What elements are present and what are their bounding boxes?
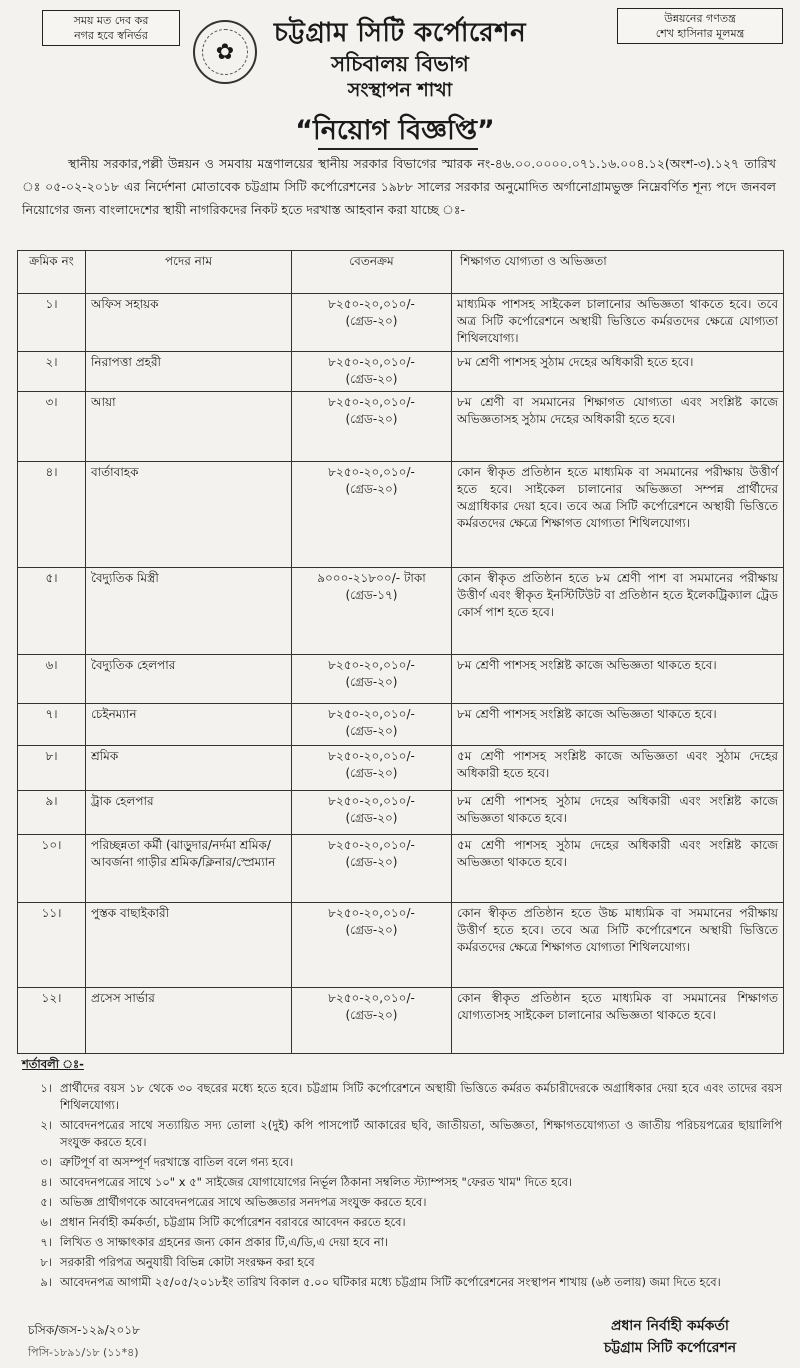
row-post-name: প্রসেস সার্ভার xyxy=(86,987,292,1053)
condition-text: প্রধান নির্বাহী কর্মকর্তা, চট্টগ্রাম সিটি কর্পোরেশন বরাবরে আবেদন করতে হবে। xyxy=(60,1215,406,1229)
condition-item xyxy=(22,1274,782,1291)
condition-number: ৮। xyxy=(40,1255,52,1269)
table-header-row xyxy=(18,251,784,294)
condition-item xyxy=(22,1194,782,1211)
row-pay-scale xyxy=(292,462,452,568)
conditions-section xyxy=(22,1056,782,1294)
table-row xyxy=(18,351,784,391)
department-name: সচিবালয় বিভাগ xyxy=(331,52,469,76)
row-pay-scale xyxy=(292,987,452,1053)
condition-item xyxy=(22,1234,782,1251)
condition-item xyxy=(22,1214,782,1231)
conditions-heading: শর্তাবলী ঃ- xyxy=(22,1057,84,1071)
row-post-name: পুস্তক বাছাইকারী xyxy=(86,903,292,988)
row-serial: ২। xyxy=(18,351,86,391)
pay-grade: (গ্রেড-২০) xyxy=(345,411,398,426)
pay-range: ৯০০০-২১৮০০/- টাকা xyxy=(317,571,426,586)
row-qualification: মাধ্যমিক পাশসহ সাইকেল চালানোর অভিজ্ঞতা থাকতে হবে। তবে অত্র সিটি কর্পোরেশনে অস্থায়ী ভিত্তিতে কর্মরতদের ক্ষেত্রে যোগ্যতা শিথিলযোগ্য। xyxy=(452,294,784,352)
row-qualification: ৮ম শ্রেণী বা সমমানের শিক্ষাগত যোগ্যতা এবং সংশ্লিষ্ট কাজে অভিজ্ঞতাসহ সুঠাম দেহের অধিকারী হতে হবে। xyxy=(452,391,784,461)
row-post-name: বার্তাবাহক xyxy=(86,462,292,568)
condition-text: আবেদনপত্র আগামী ২৫/০৫/২০১৮ইং তারিখ বিকাল ৫.০০ ঘটিকার মধ্যে চট্টগ্রাম সিটি কর্পোরেশনের সংস্থাপন শাখায় (৬ষ্ঠ তলায়) জমা দিতে হবে। xyxy=(60,1275,721,1289)
row-serial: ৪। xyxy=(18,462,86,568)
row-qualification: ৫ম শ্রেণী পাশসহ সুঠাম দেহের অধিকারী এবং সংশ্লিষ্ট কাজে অভিজ্ঞতা থাকতে হবে। xyxy=(452,835,784,903)
table-row xyxy=(18,903,784,988)
row-pay-scale xyxy=(292,391,452,461)
pay-range: ৮২৫০-২০,০১০/- xyxy=(328,793,415,808)
notice-title: “নিয়োগ বিজ্ঞপ্তি” xyxy=(295,115,495,146)
condition-number: ২। xyxy=(40,1118,52,1132)
pay-range: ৮২৫০-২০,০১০/- xyxy=(328,657,415,672)
pay-range: ৮২৫০-২০,০১০/- xyxy=(328,748,415,763)
title-underline xyxy=(318,148,478,150)
row-serial: ৬। xyxy=(18,654,86,703)
pay-grade: (গ্রেড-২০) xyxy=(345,371,398,386)
table-row xyxy=(18,391,784,461)
pay-range: ৮২৫০-২০,০১০/- xyxy=(328,394,415,409)
row-post-name: বৈদ্যুতিক হেলপার xyxy=(86,654,292,703)
pay-grade: (গ্রেড-২০) xyxy=(345,923,398,938)
row-qualification: ৮ম শ্রেণী পাশসহ সংশ্লিষ্ট কাজে অভিজ্ঞতা থাকতে হবে। xyxy=(452,654,784,703)
row-serial: ১২। xyxy=(18,987,86,1053)
row-qualification: কোন স্বীকৃত প্রতিষ্ঠান হতে মাধ্যমিক বা সমমানের শিক্ষাগত যোগ্যতাসহ সাইকেল চালানোর অভিজ্ঞতা থাকতে হবে। xyxy=(452,987,784,1053)
condition-number: ৩। xyxy=(40,1155,52,1169)
slogan-box-left xyxy=(42,10,180,46)
pay-range: ৮২৫০-২০,০১০/- xyxy=(328,465,415,480)
row-qualification: ৮ম শ্রেণী পাশসহ সুঠাম দেহের অধিকারী হতে হবে। xyxy=(452,351,784,391)
pay-range: ৮২৫০-২০,০১০/- xyxy=(328,990,415,1005)
header-pay-scale: বেতনক্রম xyxy=(292,251,452,294)
slogan-box-right xyxy=(617,8,783,44)
row-post-name: অফিস সহায়ক xyxy=(86,294,292,352)
row-pay-scale xyxy=(292,835,452,903)
condition-text: ত্রুটিপূর্ণ বা অসম্পূর্ণ দরখাস্তে বাতিল বলে গন্য হবে। xyxy=(60,1155,294,1169)
table-row xyxy=(18,568,784,655)
condition-item xyxy=(22,1174,782,1191)
pay-range: ৮২৫০-২০,০১০/- xyxy=(328,297,415,311)
signatory-title: প্রধান নির্বাহী কর্মকর্তা xyxy=(611,1318,729,1334)
row-pay-scale xyxy=(292,568,452,655)
table-row xyxy=(18,987,784,1053)
pay-range: ৮২৫০-২০,০১০/- xyxy=(328,906,415,921)
slogan-right-text: উন্নয়নের গণতন্ত্র শেখ হাসিনার মূলমন্ত্র xyxy=(655,12,745,40)
vacancy-table xyxy=(17,250,784,1054)
table-row xyxy=(18,294,784,352)
row-serial: ৫। xyxy=(18,568,86,655)
row-pay-scale xyxy=(292,351,452,391)
table-row xyxy=(18,462,784,568)
condition-text: অভিজ্ঞ প্রার্থীগণকে আবেদনপত্রের সাথে অভিজ্ঞতার সনদপত্র সংযুক্ত করতে হবে। xyxy=(60,1195,427,1209)
row-pay-scale xyxy=(292,294,452,352)
table-row xyxy=(18,790,784,834)
pay-range: ৮২৫০-২০,০১০/- xyxy=(328,354,415,369)
row-serial: ৯। xyxy=(18,790,86,834)
pay-grade: (গ্রেড-২০) xyxy=(345,314,398,328)
pay-grade: (গ্রেড-১৭) xyxy=(345,588,398,603)
row-post-name: শ্রমিক xyxy=(86,745,292,790)
condition-item xyxy=(22,1117,782,1151)
condition-number: ১। xyxy=(40,1081,52,1095)
row-post-name: পরিচ্ছন্নতা কর্মী (ঝাড়ুদার/নর্দমা শ্রমিক/আবর্জনা গাড়ীর শ্রমিক/ক্লিনার/স্প্রেম্যান xyxy=(86,835,292,903)
header-post: পদের নাম xyxy=(86,251,292,294)
pay-grade: (গ্রেড-২০) xyxy=(345,765,398,780)
condition-text: লিখিত ও সাক্ষাৎকার গ্রহনের জন্য কোন প্রকার টি,এ/ডি,এ দেয়া হবে না। xyxy=(60,1235,389,1249)
intro-paragraph: স্থানীয় সরকার,পল্লী উন্নয়ন ও সমবায় মন্ত্রণালয়ের স্থানীয় সরকার বিভাগের স্মারক নং-৪৬.০০.০০০০.০৭১.১৬.০০৪.১২(অংশ-৩).১২৭ তারিখ ঃ ০৫-০২-২০১৮ এর নির্দেশনা মোতাবেক চট্টগ্রাম সিটি কর্পোরেশনের ১৯৮৮ সালের সরকার অনুমোদিত অর্গানোগ্রামভুক্ত নিম্নেবর্ণিত শূন্য পদে জনবল নিয়োগের জন্য বাংলাদেশের স্থায়ী নাগরিকদের নিকট হতে দরখাস্ত আহবান করা যাচ্ছে ঃ- xyxy=(22,156,776,217)
condition-number: ৯। xyxy=(40,1275,52,1289)
pay-range: ৮২৫০-২০,০১০/- xyxy=(328,707,415,722)
row-serial: ৭। xyxy=(18,704,86,745)
row-serial: ৩। xyxy=(18,391,86,461)
pay-range: ৮২৫০-২০,০১০/- xyxy=(328,838,415,853)
row-post-name: আয়া xyxy=(86,391,292,461)
condition-text: সরকারী পরিপত্র অনুযায়ী বিভিন্ন কোটা সংরক্ষন করা হবে xyxy=(60,1255,315,1269)
table-row xyxy=(18,704,784,745)
condition-number: ৪। xyxy=(40,1175,52,1189)
pay-grade: (গ্রেড-২০) xyxy=(345,1007,398,1022)
slogan-left-text: সময় মত দেব কর নগর হবে স্বনির্ভর xyxy=(73,14,149,42)
table-row xyxy=(18,745,784,790)
condition-number: ৭। xyxy=(40,1235,52,1249)
pay-grade: (গ্রেড-২০) xyxy=(345,724,398,739)
condition-text: আবেদনপত্রের সাথে সত্যায়িত সদ্য তোলা ২(দুই) কপি পাসপোর্ট আকারের ছবি, জাতীয়তা, অভিজ্ঞতা, শিক্ষাগতযোগ্যতা ও জাতীয় পরিচয়পত্রের ছায়ালিপি সংযুক্ত করতে হবে। xyxy=(60,1118,782,1149)
table-row xyxy=(18,835,784,903)
row-qualification: ৫ম শ্রেণী পাশসহ সংশ্লিষ্ট কাজে অভিজ্ঞতা এবং সুঠাম দেহের অধিকারী হতে হবে। xyxy=(452,745,784,790)
row-pay-scale xyxy=(292,745,452,790)
row-pay-scale xyxy=(292,704,452,745)
pay-grade: (গ্রেড-২০) xyxy=(345,810,398,825)
header-serial: ক্রমিক নং xyxy=(18,251,86,294)
condition-text: প্রার্থীদের বয়স ১৮ থেকে ৩০ বছরের মধ্যে হতে হবে। চট্টগ্রাম সিটি কর্পোরেশনে অস্থায়ী ভিত্তিতে কর্মরত কর্মচারীদেরকে অগ্রাধিকার দেয়া হবে এবং তাদের বয়স শিথিলযোগ্য। xyxy=(60,1081,782,1112)
seal-emblem-icon: ✿ xyxy=(202,29,248,75)
condition-number: ৬। xyxy=(40,1215,52,1229)
signatory-org: চট্টগ্রাম সিটি কর্পোরেশন xyxy=(603,1340,737,1356)
table-row xyxy=(18,654,784,703)
memo-number: চসিক/জস-১২৯/২০১৮ xyxy=(28,1323,140,1337)
signature-block xyxy=(560,1315,780,1359)
pay-grade: (গ্রেড-২০) xyxy=(345,855,398,870)
row-serial: ১১। xyxy=(18,903,86,988)
row-post-name: চেইনম্যান xyxy=(86,704,292,745)
row-post-name: নিরাপত্তা প্রহরী xyxy=(86,351,292,391)
row-post-name: বৈদ্যুতিক মিস্ত্রী xyxy=(86,568,292,655)
pay-grade: (গ্রেড-২০) xyxy=(345,482,398,497)
row-serial: ১০। xyxy=(18,835,86,903)
row-qualification: কোন স্বীকৃত প্রতিষ্ঠান হতে উচ্চ মাধ্যমিক বা সমমানের পরীক্ষায় উত্তীর্ণ হতে হবে। তবে অত্র সিটি কর্পোরেশনে অস্থায়ী ভিত্তিতে কর্মরতদের ক্ষেত্রে শিক্ষাগত যোগ্যতা শিথিলযোগ্য। xyxy=(452,903,784,988)
row-qualification: কোন স্বীকৃত প্রতিষ্ঠান হতে মাধ্যমিক বা সমমানের পরীক্ষায় উত্তীর্ণ হতে হবে। সাইকেল চালানোর অভিজ্ঞতা সম্পন্ন প্রার্থীদের অগ্রাধিকার দেয়া হবে। তবে অত্র সিটি কর্পোরেশনে অস্থায়ী ভিত্তিতে কর্মরতদের ক্ষেত্রে শিক্ষাগত যোগ্যতা শিথিলযোগ্য। xyxy=(452,462,784,568)
condition-item xyxy=(22,1080,782,1114)
pay-grade: (গ্রেড-২০) xyxy=(345,674,398,689)
row-serial: ৮। xyxy=(18,745,86,790)
row-post-name: ট্রাক হেলপার xyxy=(86,790,292,834)
row-serial: ১। xyxy=(18,294,86,352)
header-qualification: শিক্ষাগত যোগ্যতা ও অভিজ্ঞতা xyxy=(452,251,784,294)
condition-item xyxy=(22,1254,782,1271)
branch-name: সংস্থাপন শাখা xyxy=(347,79,453,101)
row-qualification: কোন স্বীকৃত প্রতিষ্ঠান হতে ৮ম শ্রেণী পাশ বা সমমানের পরীক্ষায় উত্তীর্ণ এবং স্বীকৃত ইনস্টিটিউট বা প্রতিষ্ঠান হতে ইলেকট্রিক্যাল ট্রেড কোর্স পাশ হতে হবে। xyxy=(452,568,784,655)
row-pay-scale xyxy=(292,903,452,988)
condition-text: আবেদনপত্রের সাথে ১০" x ৫" সাইজের যোগাযোগের নির্ভূল ঠিকানা সম্বলিত স্ট্যাম্পসহ "ফেরত খাম" দিতে হবে। xyxy=(60,1175,573,1189)
row-qualification: ৮ম শ্রেণী পাশসহ সংশ্লিষ্ট কাজে অভিজ্ঞতা থাকতে হবে। xyxy=(452,704,784,745)
condition-number: ৫। xyxy=(40,1195,52,1209)
city-corporation-seal xyxy=(193,20,257,84)
row-qualification: ৮ম শ্রেণী পাশসহ সুঠাম দেহের অধিকারী এবং সংশ্লিষ্ট কাজে অভিজ্ঞতা থাকতে হবে। xyxy=(452,790,784,834)
organization-name: চট্টগ্রাম সিটি কর্পোরেশন xyxy=(273,18,527,48)
condition-item xyxy=(22,1154,782,1171)
print-reference: পিসি-১৮৯১/১৮ (১১*৪) xyxy=(28,1346,139,1359)
row-pay-scale xyxy=(292,654,452,703)
row-pay-scale xyxy=(292,790,452,834)
